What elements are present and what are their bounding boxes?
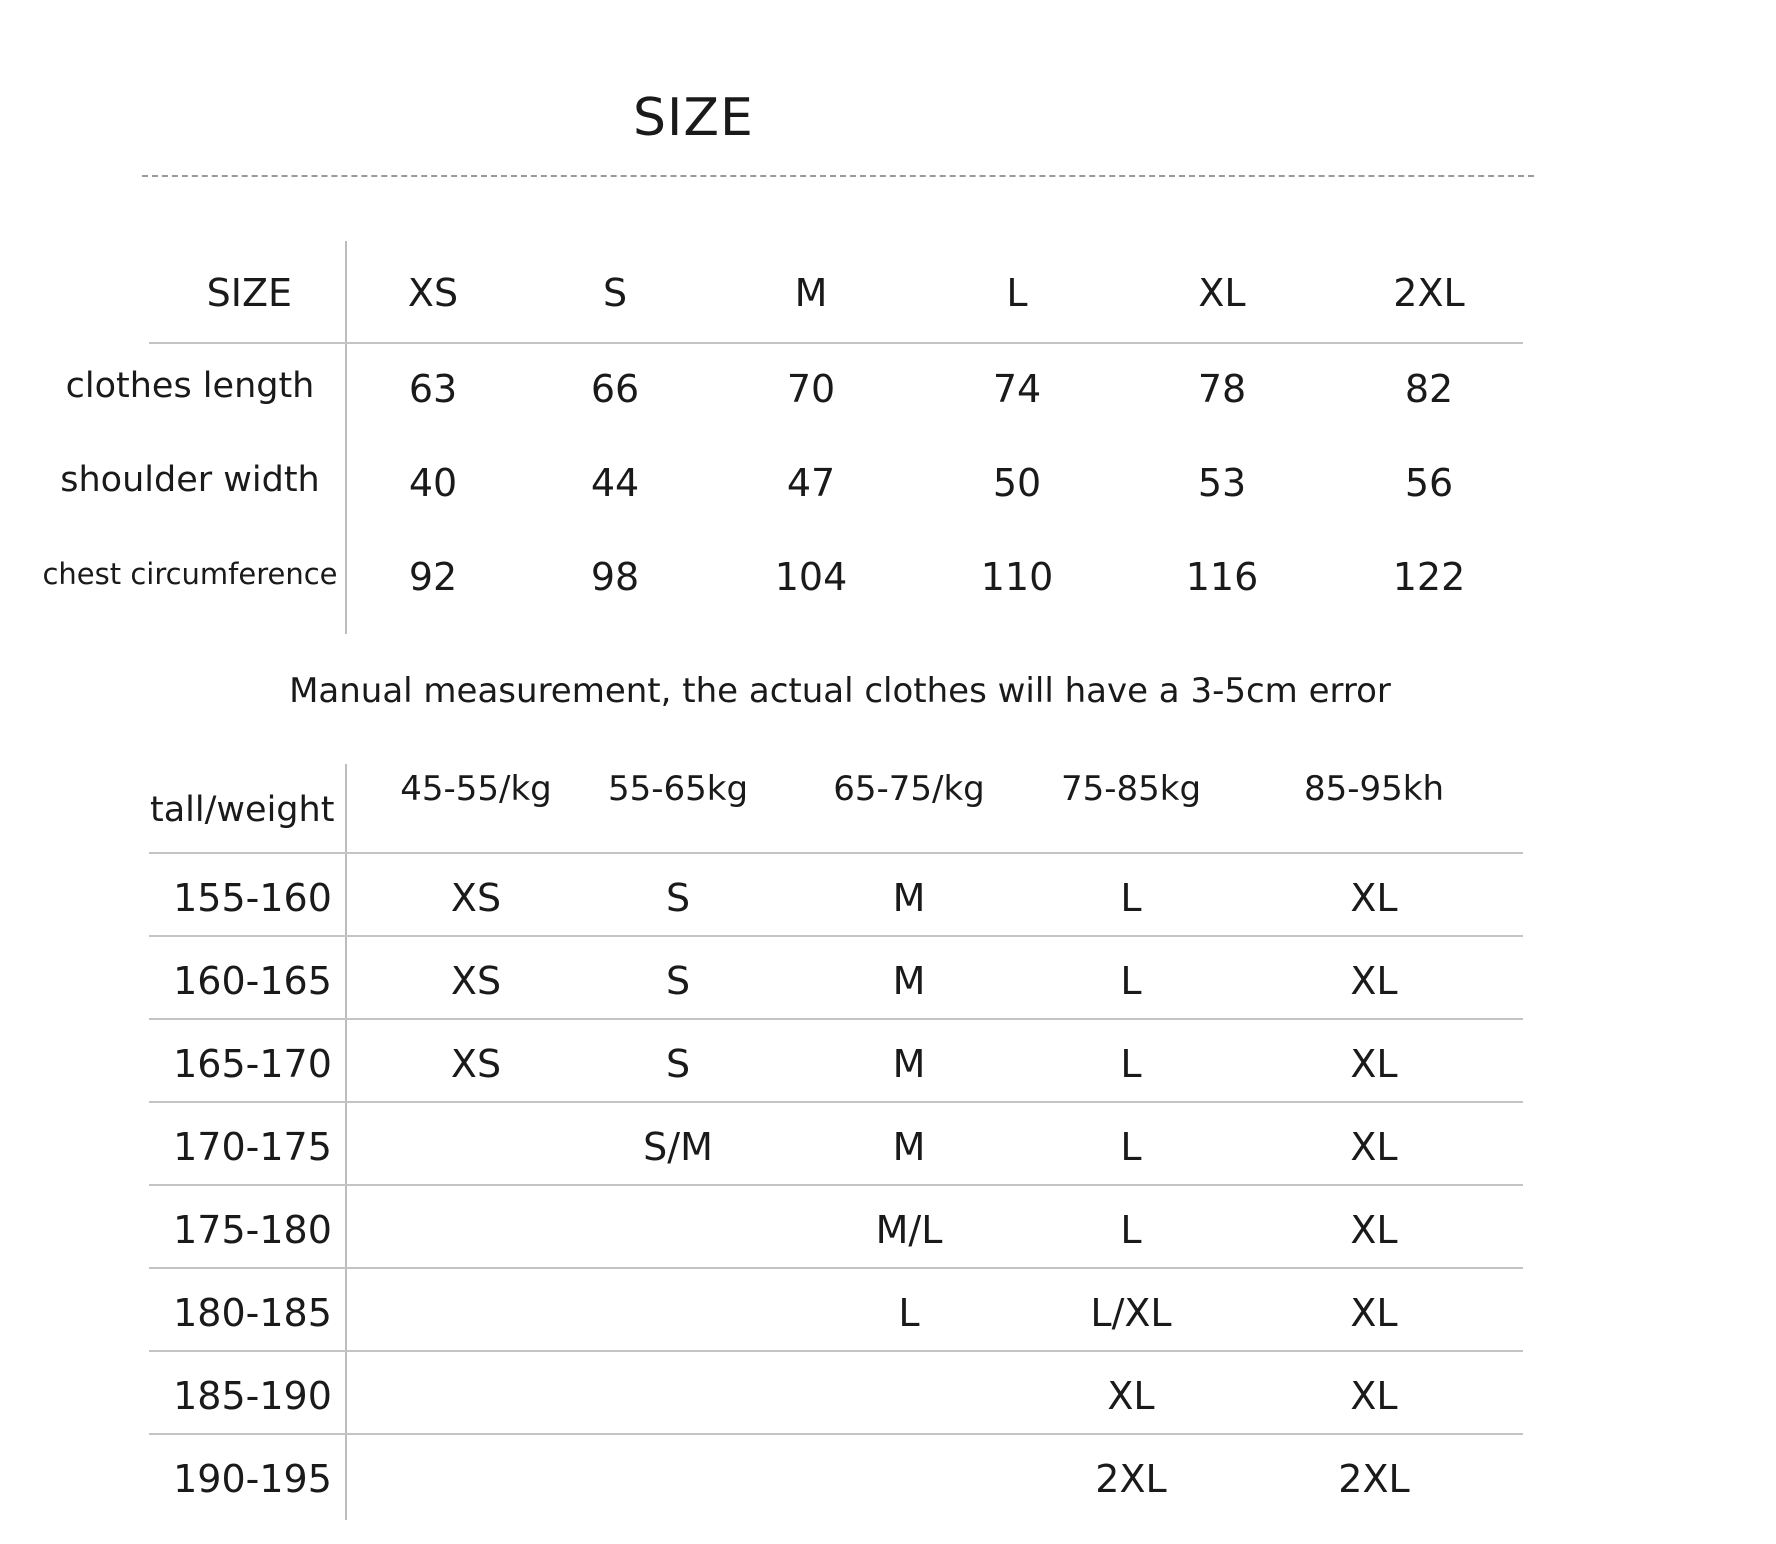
table-column-divider bbox=[345, 764, 347, 1520]
page-title: SIZE bbox=[633, 88, 754, 148]
weight-header: 65-75/kg bbox=[833, 769, 985, 809]
recommended-size: S bbox=[665, 876, 691, 920]
recommended-size: L bbox=[1120, 1042, 1142, 1086]
recommended-size: XL bbox=[1107, 1374, 1155, 1418]
table-row-divider bbox=[149, 1101, 1523, 1103]
recommended-size: M bbox=[892, 876, 926, 920]
height-label: 185-190 bbox=[173, 1374, 332, 1418]
recommended-size: XS bbox=[450, 1042, 502, 1086]
row-label: chest circumference bbox=[42, 557, 338, 591]
recommended-size: S bbox=[665, 1042, 691, 1086]
table-header-divider bbox=[149, 342, 1523, 344]
table-row-divider bbox=[149, 1433, 1523, 1435]
measurement-value: 40 bbox=[408, 461, 458, 505]
recommended-size: XL bbox=[1350, 959, 1398, 1003]
recommended-size: S/M bbox=[643, 1125, 713, 1169]
tall-weight-header-label: tall/weight bbox=[150, 790, 335, 830]
size-header-m: M bbox=[794, 271, 828, 315]
table-row-divider bbox=[149, 1184, 1523, 1186]
recommended-size: 2XL bbox=[1338, 1457, 1410, 1501]
recommended-size: XL bbox=[1350, 1374, 1398, 1418]
table-row-divider bbox=[149, 1350, 1523, 1352]
table-row-divider bbox=[149, 1267, 1523, 1269]
recommended-size: L bbox=[1120, 959, 1142, 1003]
size-header-l: L bbox=[1006, 271, 1028, 315]
measurement-value: 82 bbox=[1404, 367, 1454, 411]
measurement-value: 53 bbox=[1197, 461, 1247, 505]
weight-header: 45-55/kg bbox=[400, 769, 552, 809]
measurement-note: Manual measurement, the actual clothes will have a 3-5cm error bbox=[289, 671, 1391, 711]
recommended-size: L bbox=[1120, 1208, 1142, 1252]
height-label: 175-180 bbox=[173, 1208, 332, 1252]
size-header-s: S bbox=[602, 271, 628, 315]
recommended-size: XL bbox=[1350, 876, 1398, 920]
recommended-size: M/L bbox=[875, 1208, 943, 1252]
recommended-size: XS bbox=[450, 959, 502, 1003]
recommended-size: XL bbox=[1350, 1208, 1398, 1252]
recommended-size: S bbox=[665, 959, 691, 1003]
table-column-divider bbox=[345, 241, 347, 634]
measurement-value: 78 bbox=[1197, 367, 1247, 411]
row-label: shoulder width bbox=[60, 460, 320, 500]
measurement-value: 70 bbox=[786, 367, 836, 411]
measurement-value: 98 bbox=[590, 555, 640, 599]
measurement-value: 104 bbox=[774, 555, 848, 599]
table-row-divider bbox=[149, 935, 1523, 937]
weight-header: 55-65kg bbox=[607, 769, 749, 809]
recommended-size: M bbox=[892, 959, 926, 1003]
row-label: clothes length bbox=[65, 366, 315, 406]
height-label: 190-195 bbox=[173, 1457, 332, 1501]
recommended-size: XL bbox=[1350, 1125, 1398, 1169]
recommended-size: XL bbox=[1350, 1291, 1398, 1335]
recommended-size: L bbox=[1120, 876, 1142, 920]
measurement-value: 50 bbox=[992, 461, 1042, 505]
height-label: 165-170 bbox=[173, 1042, 332, 1086]
title-divider bbox=[142, 175, 1534, 177]
size-header-xs: XS bbox=[407, 271, 459, 315]
recommended-size: M bbox=[892, 1125, 926, 1169]
measurement-value: 47 bbox=[786, 461, 836, 505]
measurement-value: 56 bbox=[1404, 461, 1454, 505]
table-row-divider bbox=[149, 852, 1523, 854]
recommended-size: XL bbox=[1350, 1042, 1398, 1086]
height-label: 170-175 bbox=[173, 1125, 332, 1169]
weight-header: 75-85kg bbox=[1060, 769, 1202, 809]
measurement-value: 44 bbox=[590, 461, 640, 505]
recommended-size: 2XL bbox=[1095, 1457, 1167, 1501]
height-label: 155-160 bbox=[173, 876, 332, 920]
table-row-divider bbox=[149, 1018, 1523, 1020]
measurement-value: 122 bbox=[1392, 555, 1466, 599]
measurement-value: 116 bbox=[1185, 555, 1259, 599]
measurement-value: 92 bbox=[408, 555, 458, 599]
measurement-value: 74 bbox=[992, 367, 1042, 411]
size-header-xl: XL bbox=[1198, 271, 1246, 315]
recommended-size: M bbox=[892, 1042, 926, 1086]
measurement-value: 63 bbox=[408, 367, 458, 411]
measurement-value: 66 bbox=[590, 367, 640, 411]
recommended-size: L/XL bbox=[1090, 1291, 1172, 1335]
recommended-size: L bbox=[898, 1291, 920, 1335]
height-label: 160-165 bbox=[173, 959, 332, 1003]
size-header-2xl: 2XL bbox=[1393, 271, 1465, 315]
recommended-size: XS bbox=[450, 876, 502, 920]
height-label: 180-185 bbox=[173, 1291, 332, 1335]
measurement-value: 110 bbox=[980, 555, 1054, 599]
weight-header: 85-95kh bbox=[1303, 769, 1445, 809]
recommended-size: L bbox=[1120, 1125, 1142, 1169]
size-header-label: SIZE bbox=[206, 271, 292, 315]
